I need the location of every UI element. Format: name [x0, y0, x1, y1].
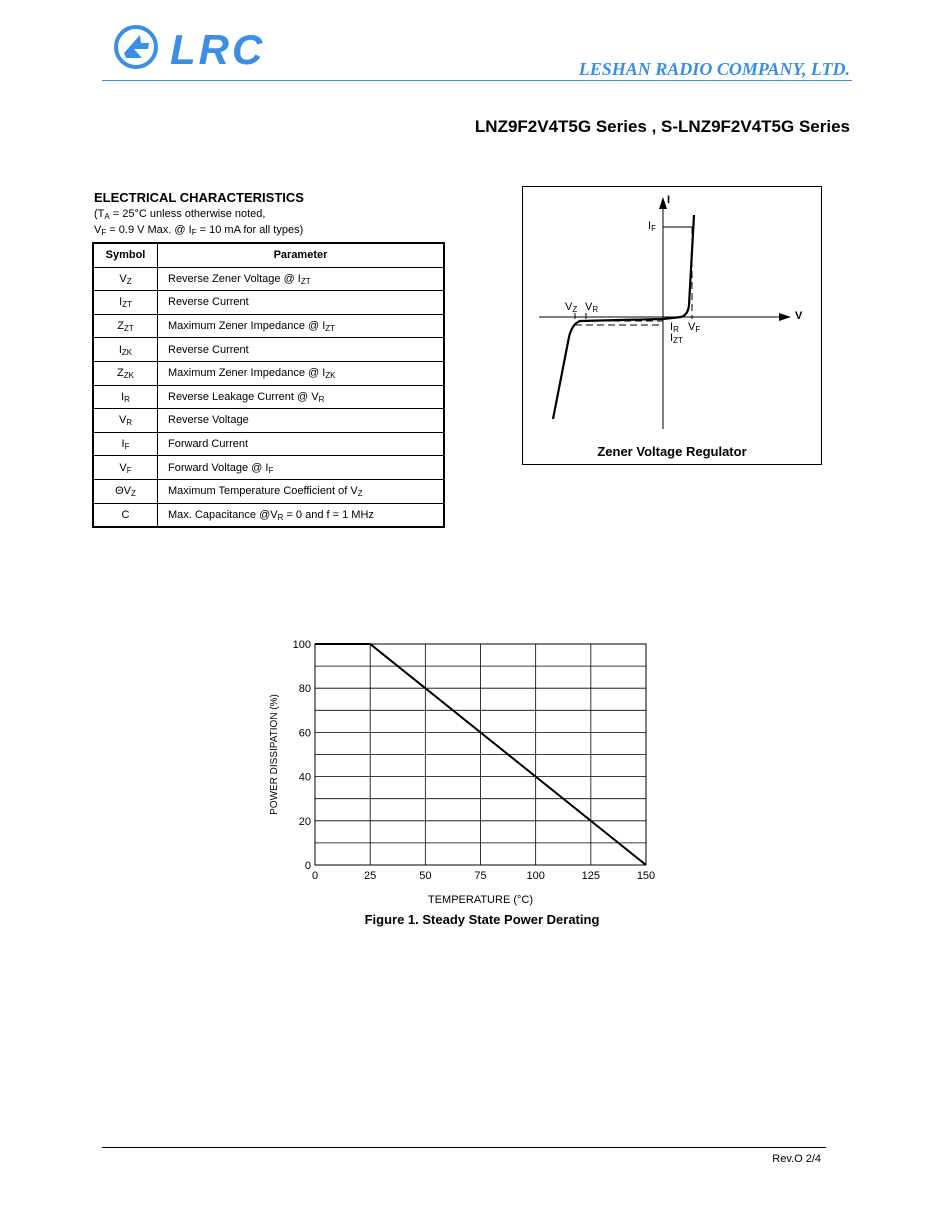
x-tick-label: 100 — [526, 870, 545, 882]
cond2-sub1: F — [101, 228, 107, 237]
table-row — [93, 503, 444, 527]
table-header-row — [93, 243, 444, 267]
parameter-sub: R — [318, 394, 325, 404]
parameter-main: Reverse Current — [168, 296, 249, 309]
figure-caption: Figure 1. Steady State Power Derating — [364, 912, 600, 927]
condition-line-1 — [94, 208, 265, 220]
symbol-cell — [93, 291, 158, 315]
symbol-sub: R — [124, 394, 130, 404]
svg-text:LRC: LRC — [170, 26, 266, 72]
symbol-sub: R — [126, 418, 133, 428]
parameter-cell — [158, 291, 445, 315]
label-izt — [670, 333, 683, 344]
y-tick-label: 20 — [298, 815, 311, 828]
cond1-a: (T — [94, 208, 105, 220]
symbol-main: V — [119, 272, 127, 285]
x-tick-label: 0 — [311, 870, 319, 882]
parameter-cell — [158, 314, 445, 338]
parameter-main: Maximum Zener Impedance @ I — [168, 320, 326, 333]
table-row — [93, 432, 444, 456]
symbol-main: I — [118, 343, 122, 356]
parameter-sub: ZT — [300, 276, 311, 286]
parameter-main: Reverse Zener Voltage @ I — [168, 272, 301, 285]
cond2-a: V — [94, 224, 102, 236]
symbol-sub: ZT — [123, 324, 134, 334]
zener-diagram — [522, 186, 822, 465]
label-vf-sub: F — [695, 325, 701, 334]
table-row — [93, 361, 444, 385]
x-axis-label: TEMPERATURE (°C) — [427, 894, 534, 906]
label-if-main: I — [648, 220, 652, 232]
lrc-logo — [112, 22, 282, 72]
symbol-cell — [93, 267, 158, 291]
zener-caption: Zener Voltage Regulator — [597, 444, 747, 459]
header-divider — [102, 80, 852, 81]
parameter-cell — [158, 385, 445, 409]
y-tick-label: 40 — [298, 771, 311, 784]
symbol-cell — [93, 432, 158, 456]
label-vf — [688, 322, 700, 333]
x-tick-label: 125 — [581, 870, 601, 882]
parameter-cell — [158, 479, 445, 503]
parameter-main: Max. Capacitance @V — [168, 508, 278, 521]
parameter-sub: ZK — [325, 371, 336, 381]
electrical-heading: ELECTRICAL CHARACTERISTICS — [94, 190, 304, 205]
cond2-sub2: F — [191, 228, 197, 237]
symbol-cell — [93, 385, 158, 409]
electrical-characteristics-table — [92, 242, 445, 528]
parameter-cell — [158, 338, 445, 362]
y-tick-label: 0 — [304, 860, 311, 872]
parameter-sub: R — [277, 512, 284, 522]
symbol-main: I — [121, 438, 125, 451]
zener-axis-i: I — [667, 194, 671, 206]
symbol-main: I — [119, 296, 123, 309]
symbol-main: V — [118, 414, 127, 427]
parameter-tail: = 0 and f = 1 MHz — [283, 508, 374, 521]
table-row — [93, 479, 444, 503]
footer-divider — [102, 1147, 826, 1148]
revision-page: Rev.O 2/4 — [772, 1153, 821, 1165]
parameter-main: Forward Current — [168, 438, 249, 451]
x-tick-label: 150 — [636, 870, 656, 882]
label-vz-sub: Z — [572, 305, 578, 314]
parameter-sub: F — [268, 465, 274, 475]
parameter-main: Reverse Leakage Current @ V — [168, 390, 319, 403]
parameter-main: Maximum Temperature Coefficient of V — [168, 485, 358, 498]
parameter-sub: ZT — [325, 324, 336, 334]
symbol-main: V — [119, 461, 127, 474]
cond2-c: = 10 mA for all types) — [196, 224, 304, 236]
symbol-cell — [93, 409, 158, 433]
table-row — [93, 456, 444, 480]
parameter-cell — [158, 432, 445, 456]
company-name: LESHAN RADIO COMPANY, LTD. — [578, 59, 850, 79]
parameter-cell — [158, 456, 445, 480]
parameter-main: Reverse Voltage — [168, 414, 249, 427]
table-row — [93, 291, 444, 315]
symbol-main: I — [121, 390, 125, 403]
symbol-cell — [93, 361, 158, 385]
label-vf-main: V — [688, 321, 696, 333]
symbol-cell — [93, 314, 158, 338]
label-ir-sub: R — [673, 325, 679, 334]
parameter-main: Forward Voltage @ I — [168, 461, 269, 474]
symbol-cell — [93, 479, 158, 503]
label-vr-sub: R — [592, 305, 599, 314]
symbol-sub: ZT — [122, 300, 132, 310]
cond1-b: = 25°C unless otherwise noted, — [109, 208, 266, 220]
column-header-symbol: Symbol — [93, 243, 158, 267]
table-row — [93, 314, 444, 338]
label-izt-sub: ZT — [673, 336, 683, 345]
y-tick-label: 80 — [298, 683, 311, 696]
x-tick-label: 25 — [364, 870, 377, 882]
table-row — [93, 409, 444, 433]
table-row — [93, 338, 444, 362]
parameter-cell — [158, 267, 445, 291]
cond1-sub: A — [104, 212, 110, 221]
symbol-sub: F — [126, 465, 132, 475]
symbol-main: C — [121, 508, 130, 521]
zener-axis-v: V — [795, 310, 803, 322]
power-derating-chart — [255, 628, 675, 908]
table-row — [93, 385, 444, 409]
parameter-sub: Z — [357, 489, 363, 499]
parameter-cell — [158, 409, 445, 433]
condition-line-2 — [94, 224, 303, 236]
parameter-cell — [158, 503, 445, 527]
parameter-main: Maximum Zener Impedance @ I — [168, 367, 326, 380]
symbol-main: Z — [117, 320, 124, 333]
symbol-sub: F — [124, 442, 130, 452]
symbol-main: ΘV — [115, 485, 131, 498]
label-if-sub: F — [651, 224, 656, 233]
label-vr — [585, 302, 598, 313]
column-header-parameter: Parameter — [158, 243, 445, 267]
symbol-sub: Z — [131, 489, 136, 499]
table-row — [93, 267, 444, 291]
cond2-b: = 0.9 V Max. @ I — [106, 224, 192, 236]
document-title: LNZ9F2V4T5G Series , S-LNZ9F2V4T5G Series — [474, 117, 850, 136]
symbol-cell — [93, 456, 158, 480]
x-tick-label: 50 — [419, 870, 432, 882]
y-tick-label: 100 — [292, 639, 311, 651]
symbol-cell — [93, 503, 158, 527]
x-tick-label: 75 — [474, 870, 487, 882]
label-if — [648, 221, 656, 232]
symbol-main: Z — [117, 367, 124, 380]
symbol-sub: ZK — [123, 371, 134, 381]
parameter-main: Reverse Current — [168, 343, 249, 356]
label-izt-main: I — [670, 332, 674, 344]
label-ir-main: I — [670, 321, 674, 333]
label-vz-main: V — [565, 301, 573, 313]
symbol-cell — [93, 338, 158, 362]
symbol-sub: Z — [126, 276, 132, 286]
y-tick-label: 60 — [298, 727, 311, 740]
label-vz — [565, 302, 577, 313]
y-axis-label: POWER DISSIPATION (%) — [269, 694, 280, 815]
label-vr-main: V — [585, 301, 593, 313]
parameter-cell — [158, 361, 445, 385]
symbol-sub: ZK — [121, 347, 133, 357]
